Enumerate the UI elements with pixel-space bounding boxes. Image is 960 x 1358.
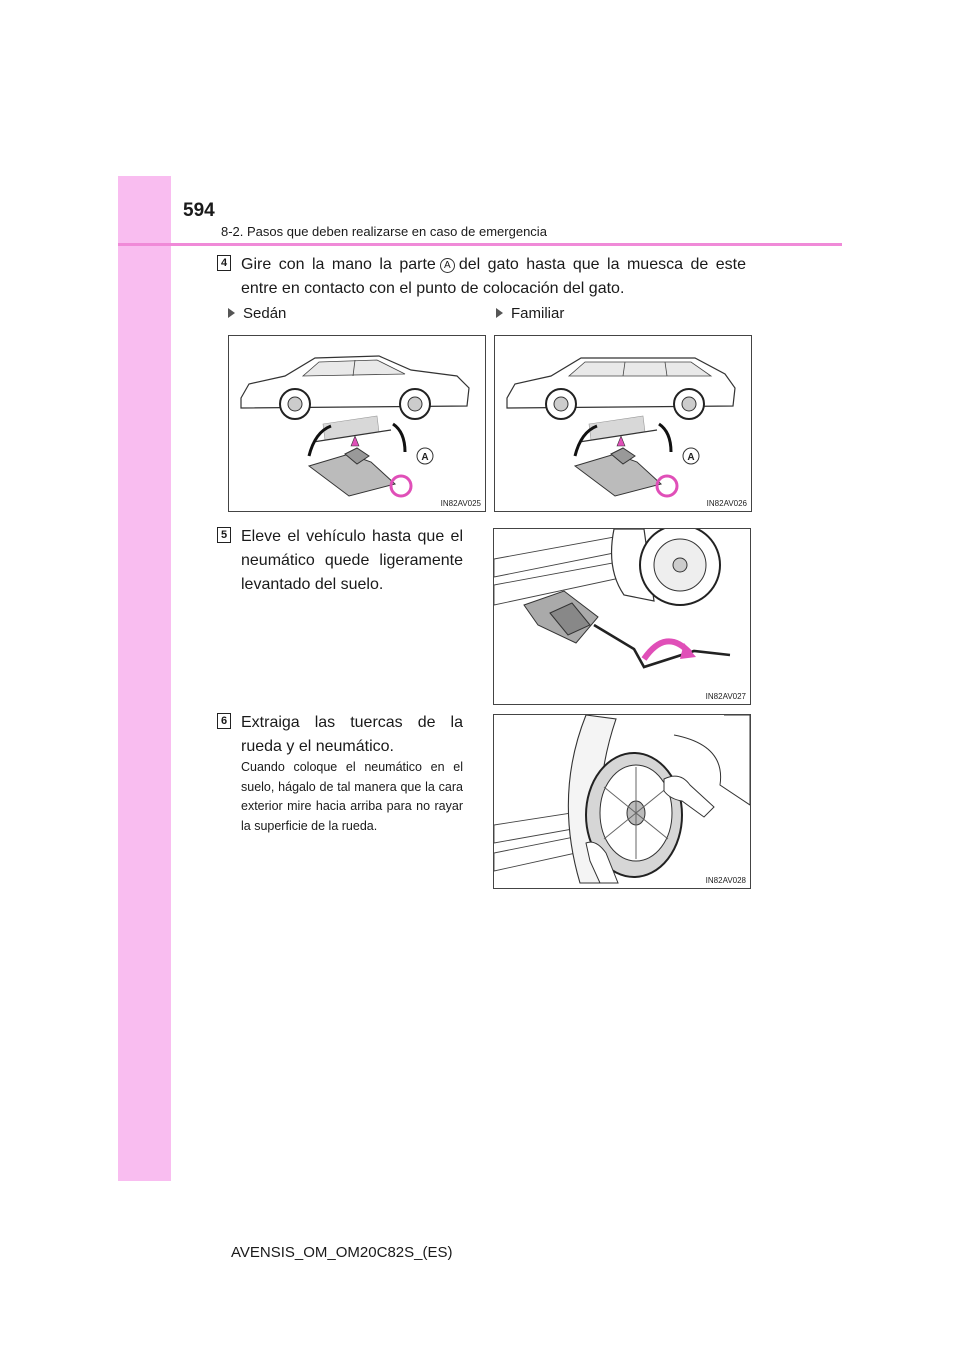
figure-raise-vehicle-code: IN82AV027 bbox=[705, 692, 746, 701]
figure-remove-tire bbox=[493, 714, 751, 889]
page-number: 594 bbox=[183, 200, 215, 221]
section-title: 8-2. Pasos que deben realizarse en caso de emergencia bbox=[221, 224, 547, 239]
variant-familiar-text: Familiar bbox=[511, 305, 565, 322]
step-5-text: Eleve el vehículo hasta que el neumático quede ligeramente levantado del suelo. bbox=[241, 528, 463, 593]
step-number-5: 5 bbox=[217, 527, 231, 543]
sedan-jack-illustration bbox=[229, 336, 485, 511]
header-rule bbox=[118, 243, 842, 246]
variant-sedan-label bbox=[228, 305, 286, 322]
step-4-text bbox=[241, 253, 746, 301]
figure-sedan-callout: A bbox=[421, 452, 429, 463]
remove-tire-illustration bbox=[494, 715, 750, 888]
figure-sedan-code: IN82AV025 bbox=[440, 499, 481, 508]
figure-familiar-jack bbox=[494, 335, 752, 512]
variant-sedan-text: Sedán bbox=[243, 305, 287, 322]
figure-familiar-callout: A bbox=[687, 452, 695, 463]
footer-document-code: AVENSIS_OM_OM20C82S_(ES) bbox=[231, 1244, 453, 1261]
step-6-note: Cuando coloque el neumático en el suelo, hágalo de tal manera que la cara exterior mire hacia arriba para no rayar la superficie de la rueda. bbox=[241, 760, 463, 833]
step-4-text-before: Gire con la mano la parte bbox=[241, 256, 436, 273]
step-4-text-after: del gato hasta que la muesca de este entre en contacto con el punto de colocación del gato. bbox=[241, 256, 746, 297]
callout-a-icon: A bbox=[440, 258, 455, 273]
triangle-bullet-icon bbox=[228, 308, 235, 318]
step-number-4: 4 bbox=[217, 255, 231, 271]
step-number-6: 6 bbox=[217, 713, 231, 729]
chapter-sidebar bbox=[118, 176, 171, 1181]
raise-vehicle-illustration bbox=[494, 529, 750, 704]
variant-familiar-label bbox=[496, 305, 564, 322]
step-6-text: Extraiga las tuercas de la rueda y el neumático. bbox=[241, 714, 463, 755]
figure-familiar-code: IN82AV026 bbox=[706, 499, 747, 508]
familiar-jack-illustration bbox=[495, 336, 751, 511]
figure-sedan-jack bbox=[228, 335, 486, 512]
figure-raise-vehicle bbox=[493, 528, 751, 705]
triangle-bullet-icon bbox=[496, 308, 503, 318]
figure-remove-tire-code: IN82AV028 bbox=[705, 876, 746, 885]
